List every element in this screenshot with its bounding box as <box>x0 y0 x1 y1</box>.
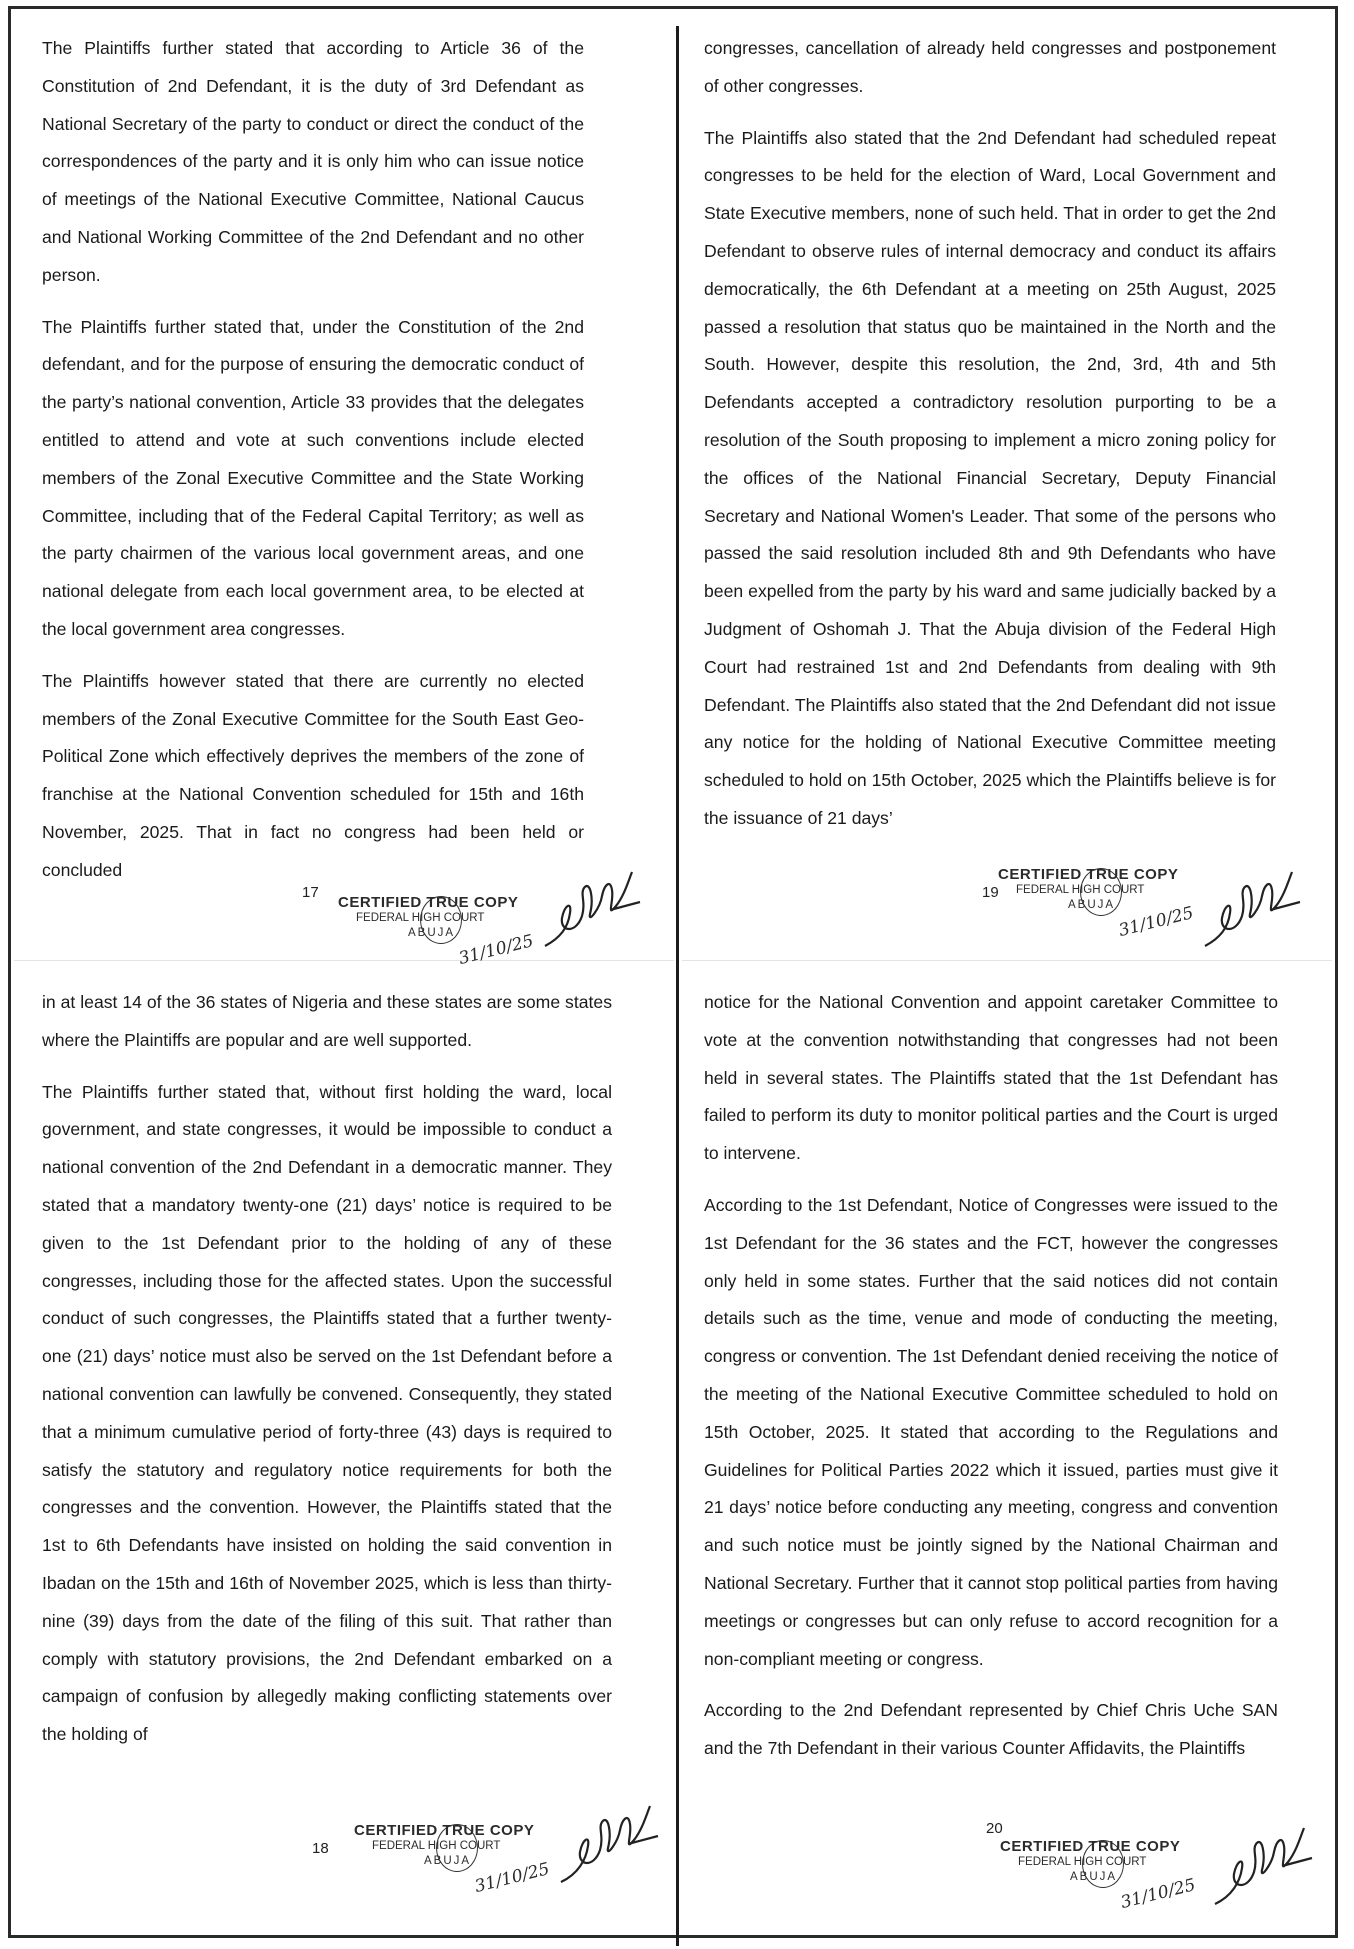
page-20-paragraph: According to the 1st Defendant, Notice of Congresses were issued to the 1st Defendant for the 36 states and the FCT, however the congresses only held in some states. Further that the said notices did not contain details such as the time, venue and mode of conducting the meeting, congress or convention. The 1st Defendant denied receiving the notice of the meeting of the National Executive Committee scheduled to hold on 15th October, 2025. It stated that according to the Regulations and Guidelines for Political Parties 2022 which it issued, parties must give it 21 days’ notice before conducting any meeting, congress and convention and such notice must be jointly signed by the National Chairman and National Secretary. Further that it cannot stop political parties from having meetings or congresses but can only refuse to accord recognition for a non-compliant meeting or congress. <box>704 1194 1278 1669</box>
page-19-body <box>704 30 1276 852</box>
page-18-paragraph: The Plaintiffs further stated that, without first holding the ward, local government, and state congresses, it would be impossible to conduct a national convention of the 2nd Defendant in a democratic manner. They stated that a mandatory twenty-one (21) days’ notice is required to be given to the 1st Defendant prior to the holding of any of these congresses, including those for the affected states. Upon the successful conduct of such congresses, the Plaintiffs stated that a further twenty-one (21) days’ notice must also be served on the 1st Defendant before a national convention can lawfully be convened. Consequently, they stated that a minimum cumulative period of forty-three (43) days is required to satisfy the statutory and regulatory notice requirements for both the congresses and the convention. However, the Plaintiffs stated that the 1st to 6th Defendants have insisted on holding the said convention in Ibadan on the 15th and 16th of November 2025, which is less than thirty-nine (39) days from the date of the filing of this suit. That rather than comply with statutory provisions, the 2nd Defendant embarked on a campaign of confusion by allegedly making conflicting statements over the holding of <box>42 1081 612 1745</box>
page-17-paragraph: The Plaintiffs however stated that there are currently no elected members of the Zonal Executive Committee for the South East Geo-Political Zone which effectively deprives the members of the zone of franchise at the National Convention scheduled for 15th and 16th November, 2025. That in fact no congress had been held or concluded <box>42 670 584 880</box>
page-number-19: 19 <box>982 884 999 901</box>
certified-stamp: CERTIFIED TRUE COPY FEDERAL HIGH COURT ABUJA 31/10/25 <box>1000 1838 1198 1913</box>
page-17-body <box>42 30 584 904</box>
page-18-body <box>42 984 612 1768</box>
certified-stamp: CERTIFIED TRUE COPY FEDERAL HIGH COURT ABUJA 31/10/25 <box>338 894 536 969</box>
page-17-paragraph: The Plaintiffs further stated that according to Article 36 of the Constitution of 2nd Defendant, it is the duty of 3rd Defendant as National Secretary of the party to conduct or direct the conduct of the correspondences of the party and it is only him who can issue notice of meetings of the National Executive Committee, National Caucus and National Working Committee of the 2nd Defendant and no other person. <box>42 38 584 285</box>
page-18-paragraph: in at least 14 of the 36 states of Nigeria and these states are some states where the Plaintiffs are popular and are well supported. <box>42 992 612 1050</box>
page-number-17: 17 <box>302 884 319 901</box>
page-20-paragraph: notice for the National Convention and appoint caretaker Committee to vote at the convention notwithstanding that congresses had not been held in several states. The Plaintiffs stated that the 1st Defendant has failed to perform its duty to monitor political parties and the Court is urged to intervene. <box>704 992 1278 1164</box>
page-17-paragraph: The Plaintiffs further stated that, under the Constitution of the 2nd defendant, and for the purpose of ensuring the democratic conduct of the party’s national convention, Article 33 provides that the delegates entitled to attend and vote at such conventions include elected members of the Zonal Executive Committee and the State Working Committee, including that of the Federal Capital Territory; as well as the party chairmen of the various local government areas, and one national delegate from each local government area, to be elected at the local government area congresses. <box>42 316 584 639</box>
page-19-paragraph: congresses, cancellation of already held congresses and postponement of other congresses. <box>704 38 1276 96</box>
page-number-20: 20 <box>986 1820 1003 1837</box>
signature-icon <box>1210 1812 1320 1912</box>
page-separator-right <box>682 960 1332 961</box>
column-divider <box>676 26 679 1946</box>
signature-icon <box>540 858 650 958</box>
certified-stamp: CERTIFIED TRUE COPY FEDERAL HIGH COURT ABUJA 31/10/25 <box>998 866 1196 941</box>
page-number-18: 18 <box>312 1840 329 1857</box>
signature-icon <box>556 1790 666 1890</box>
page-19-paragraph: The Plaintiffs also stated that the 2nd Defendant had scheduled repeat congresses to be held for the election of Ward, Local Government and State Executive members, none of such held. That in order to get the 2nd Defendant to observe rules of internal democracy and conduct its affairs democratically, the 6th Defendant at a meeting on 25th August, 2025 passed a resolution that status quo be maintained in the North and the South. However, despite this resolution, the 2nd, 3rd, 4th and 5th Defendants accepted a contradictory resolution purporting to be a resolution of the South proposing to implement a micro zoning policy for the offices of the National Financial Secretary, Deputy Financial Secretary and National Women's Leader. That some of the persons who passed the said resolution included 8th and 9th Defendants who have been expelled from the party by his ward and same judicially backed by a Judgment of Oshomah J. That the Abuja division of the Federal High Court had restrained 1st and 2nd Defendants from dealing with 9th Defendant. The Plaintiffs also stated that the 2nd Defendant did not issue any notice for the holding of National Executive Committee meeting scheduled to hold on 15th October, 2025 which the Plaintiffs believe is for the issuance of 21 days’ <box>704 127 1276 828</box>
page-20-paragraph: According to the 2nd Defendant represented by Chief Chris Uche SAN and the 7th Defendant in their various Counter Affidavits, the Plaintiffs <box>704 1700 1278 1759</box>
page-20-body <box>704 984 1278 1782</box>
certified-stamp: CERTIFIED TRUE COPY FEDERAL HIGH COURT ABUJA 31/10/25 <box>354 1822 552 1897</box>
signature-icon <box>1200 858 1310 958</box>
